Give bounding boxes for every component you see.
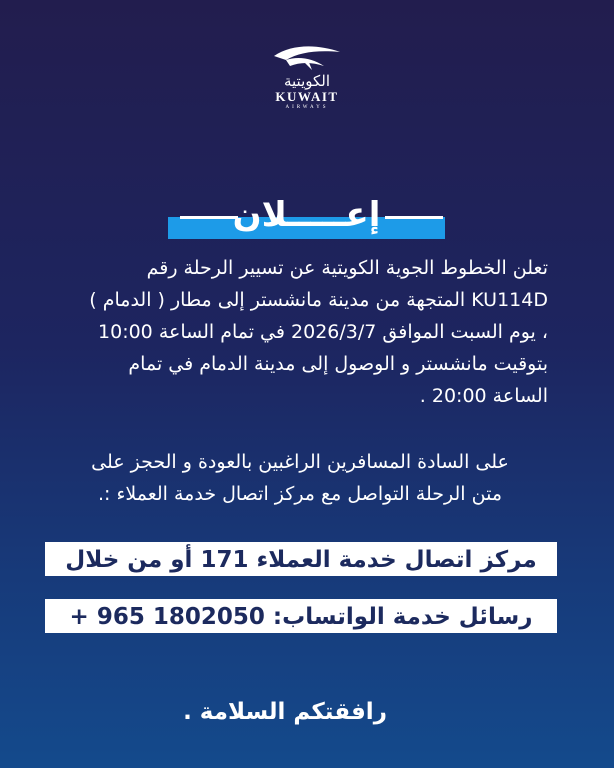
announcement-line: ، يوم السبت الموافق 2026/3/7 في تمام الساعة 10:00: [98, 321, 548, 343]
instructions-paragraph: [40, 446, 560, 510]
brand-name-arabic: الكويتية: [283, 72, 331, 90]
bird-emblem-icon: [272, 42, 342, 72]
instructions-line: متن الرحلة التواصل مع مركز اتصال خدمة العملاء :.: [97, 483, 502, 505]
instructions-line: على السادة المسافرين الراغبين بالعودة و الحجز على: [91, 451, 509, 473]
kuwait-airways-logo: [262, 42, 352, 132]
call-center-box: مركز اتصال خدمة العملاء 171 أو من خلال: [45, 542, 557, 576]
announcement-line: تعلن الخطوط الجوية الكويتية عن تسيير الرحلة رقم: [146, 257, 548, 279]
announcement-line: بتوقيت مانشستر و الوصول إلى مدينة الدمام في تمام: [128, 353, 548, 375]
announcement-paragraph: [36, 252, 548, 412]
announcement-line: الساعة 20:00 .: [419, 385, 548, 407]
page-title: إعـــــلان: [232, 195, 381, 235]
brand-subtitle: AIRWAYS: [285, 105, 329, 110]
whatsapp-box: رسائل خدمة الواتساب: 1802050 965 +: [45, 599, 557, 633]
announcement-line: KU114D المتجهة من مدينة مانشستر إلى مطار ( الدمام ): [89, 289, 548, 311]
closing-text: رافقتكم السلامة .: [183, 699, 387, 725]
brand-name-english: KUWAIT: [275, 89, 339, 104]
